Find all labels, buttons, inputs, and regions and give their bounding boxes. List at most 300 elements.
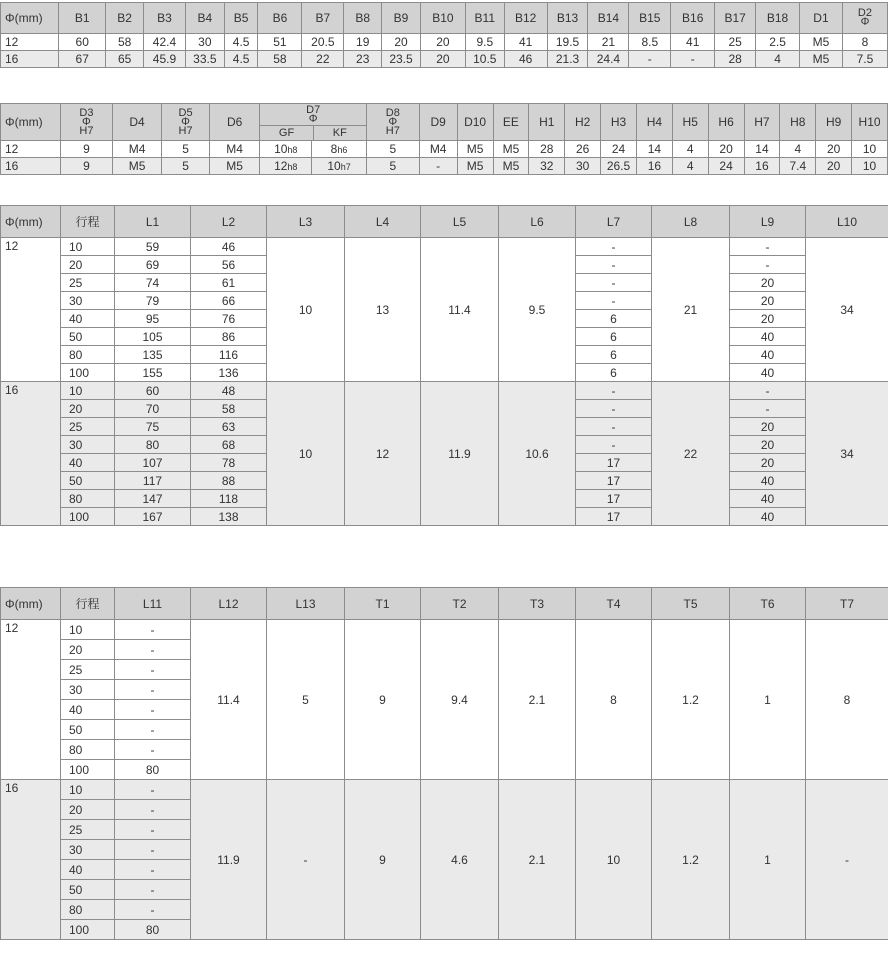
table-cell: 4.5 <box>224 51 258 68</box>
dimension-table-d-h <box>0 103 888 175</box>
table-cell: M5 <box>800 34 843 51</box>
table-cell: 20 <box>730 436 806 454</box>
table-cell: - <box>115 680 191 700</box>
table-cell: 25 <box>61 660 115 680</box>
table-cell: - <box>576 436 652 454</box>
header-cell: B14 <box>588 3 629 34</box>
table-cell <box>260 141 312 158</box>
table-cell: - <box>671 51 715 68</box>
table-cell: - <box>730 256 806 274</box>
table-cell: M5 <box>493 141 529 158</box>
header-cell: B4 <box>185 3 224 34</box>
table-cell: - <box>576 400 652 418</box>
table-cell: 9.4 <box>421 620 499 780</box>
table-cell: - <box>115 660 191 680</box>
header-cell: H5 <box>672 104 708 141</box>
table-cell: 80 <box>61 346 115 364</box>
table-cell: 25 <box>61 820 115 840</box>
table-cell: - <box>730 238 806 256</box>
header-line: Φ <box>308 112 318 125</box>
header-cell: B12 <box>504 3 547 34</box>
table-cell: 10 <box>267 238 345 382</box>
table-cell: 10 <box>61 382 115 400</box>
table-cell: 11.4 <box>191 620 267 780</box>
header-cell-d3 <box>61 104 113 141</box>
table-cell: 40 <box>61 310 115 328</box>
header-cell: B2 <box>106 3 144 34</box>
dimension-table-b <box>0 2 888 68</box>
header-cell: H1 <box>529 104 565 141</box>
table-row <box>1 238 888 256</box>
table-cell: 7.5 <box>842 51 887 68</box>
table-cell: - <box>115 800 191 820</box>
table-cell: 28 <box>529 141 565 158</box>
table-cell: 167 <box>115 508 191 526</box>
header-cell: EE <box>493 104 529 141</box>
table-cell: 40 <box>730 364 806 382</box>
table-cell: 16 <box>636 158 672 175</box>
table-cell: 28 <box>715 51 756 68</box>
table-cell: M5 <box>209 158 260 175</box>
table-cell: 4 <box>780 141 816 158</box>
header-cell: D6 <box>209 104 260 141</box>
table-cell: 9 <box>345 780 421 940</box>
header-line: D5 <box>178 106 193 119</box>
value: 12 <box>274 159 288 173</box>
table-cell: 16 <box>1 51 59 68</box>
table-cell: 80 <box>115 760 191 780</box>
table-cell: 30 <box>61 840 115 860</box>
table-cell: 16 <box>1 382 61 526</box>
table-cell: 66 <box>191 292 267 310</box>
table-cell: 40 <box>730 346 806 364</box>
value: 10 <box>327 159 341 173</box>
table-cell: M5 <box>112 158 162 175</box>
header-cell-gf: GF <box>260 126 313 140</box>
table-cell: 5 <box>162 158 209 175</box>
table-cell <box>312 141 367 158</box>
table-cell: 48 <box>191 382 267 400</box>
header-cell: L2 <box>191 206 267 238</box>
table-cell: 30 <box>61 680 115 700</box>
table-cell: 12 <box>345 382 421 526</box>
table-row <box>1 51 888 68</box>
table-cell: 12 <box>1 620 61 780</box>
header-cell: L12 <box>191 588 267 620</box>
table-cell: 12 <box>1 34 59 51</box>
table-cell: 21 <box>588 34 629 51</box>
table-cell: 10 <box>852 141 888 158</box>
table-cell: 63 <box>191 418 267 436</box>
header-cell: B9 <box>382 3 421 34</box>
table-cell: 80 <box>61 490 115 508</box>
table-cell: 100 <box>61 508 115 526</box>
table-cell: M4 <box>419 141 457 158</box>
table-cell: 41 <box>671 34 715 51</box>
table-cell: - <box>730 382 806 400</box>
table-cell: 11.9 <box>421 382 499 526</box>
header-line: Φ <box>181 115 190 128</box>
table-cell: 4 <box>672 158 708 175</box>
header-cell: L3 <box>267 206 345 238</box>
table-cell: 9 <box>61 158 113 175</box>
table-cell: 58 <box>106 34 144 51</box>
header-cell: B11 <box>465 3 504 34</box>
header-cell: Φ(mm) <box>1 588 61 620</box>
table-cell: 58 <box>191 400 267 418</box>
header-cell: B10 <box>420 3 465 34</box>
header-cell: L10 <box>806 206 888 238</box>
header-cell: L9 <box>730 206 806 238</box>
header-cell: 行程 <box>61 588 115 620</box>
table-cell: 40 <box>730 472 806 490</box>
table-cell: 24 <box>708 158 744 175</box>
table-cell: 41 <box>504 34 547 51</box>
table-cell: 147 <box>115 490 191 508</box>
table-cell: 9 <box>61 141 113 158</box>
table-cell: 20 <box>61 256 115 274</box>
header-row <box>1 588 888 620</box>
header-cell: B15 <box>629 3 671 34</box>
header-line: D2 <box>857 7 872 19</box>
header-cell: L11 <box>115 588 191 620</box>
table-cell: 117 <box>115 472 191 490</box>
table-cell: 116 <box>191 346 267 364</box>
table-cell: 20 <box>730 292 806 310</box>
table-cell: - <box>576 238 652 256</box>
table-cell: 2.1 <box>499 620 576 780</box>
header-cell: D4 <box>112 104 162 141</box>
table-cell <box>260 158 312 175</box>
header-cell: 行程 <box>61 206 115 238</box>
header-line: D3 <box>79 106 94 119</box>
table-row <box>1 382 888 400</box>
table-cell: 30 <box>185 34 224 51</box>
table-cell: 50 <box>61 472 115 490</box>
table-cell: 105 <box>115 328 191 346</box>
table-cell: 1 <box>730 620 806 780</box>
table-cell: 22 <box>652 382 730 526</box>
header-cell-d2 <box>842 3 887 34</box>
table-cell: 20 <box>708 141 744 158</box>
table-cell: 26.5 <box>601 158 637 175</box>
header-cell: Φ(mm) <box>1 104 61 141</box>
header-cell: H2 <box>565 104 601 141</box>
header-cell-d8 <box>366 104 419 141</box>
table-cell: 20 <box>730 310 806 328</box>
header-cell: B17 <box>715 3 756 34</box>
table-cell: M5 <box>457 141 493 158</box>
table-cell: 80 <box>61 900 115 920</box>
table-cell: 20 <box>420 34 465 51</box>
table-cell: 26 <box>565 141 601 158</box>
table-cell: 20 <box>816 158 852 175</box>
table-cell: - <box>115 880 191 900</box>
table-cell: 20 <box>730 418 806 436</box>
header-cell: D1 <box>800 3 843 34</box>
table-cell: 19 <box>344 34 382 51</box>
table-cell: 6 <box>576 310 652 328</box>
table-cell: 14 <box>636 141 672 158</box>
table-cell: 10 <box>576 780 652 940</box>
header-line: Φ <box>860 16 870 28</box>
table-cell: 23.5 <box>382 51 421 68</box>
table-cell: 80 <box>115 436 191 454</box>
table-cell: 65 <box>106 51 144 68</box>
header-cell: L4 <box>345 206 421 238</box>
header-cell: T2 <box>421 588 499 620</box>
table-cell: 88 <box>191 472 267 490</box>
length-table-l <box>0 205 888 526</box>
table-cell: 11.4 <box>421 238 499 382</box>
length-table-t <box>0 587 888 940</box>
table-cell: 20 <box>382 34 421 51</box>
table-cell: M4 <box>209 141 260 158</box>
table-cell: 135 <box>115 346 191 364</box>
table-cell: 1 <box>730 780 806 940</box>
table-cell: 9.5 <box>499 238 576 382</box>
table-cell: 4 <box>756 51 800 68</box>
table-cell: 10 <box>61 620 115 640</box>
table-cell: 9.5 <box>465 34 504 51</box>
table-cell: 6 <box>576 328 652 346</box>
table-cell: 1.2 <box>652 780 730 940</box>
header-cell: B13 <box>547 3 588 34</box>
table-cell: 40 <box>730 328 806 346</box>
tolerance: h6 <box>337 145 348 155</box>
table-cell: 60 <box>59 34 106 51</box>
table-cell: 5 <box>366 158 419 175</box>
table-cell: M5 <box>800 51 843 68</box>
table-cell: 20 <box>420 51 465 68</box>
table-cell: 58 <box>258 51 302 68</box>
table-cell: 12 <box>1 238 61 382</box>
table-cell: 17 <box>576 472 652 490</box>
table-cell: 70 <box>115 400 191 418</box>
table-cell: 16 <box>744 158 780 175</box>
table-cell: 16 <box>1 158 61 175</box>
table-group <box>1 382 888 526</box>
table-cell: 20 <box>61 400 115 418</box>
table-cell: 68 <box>191 436 267 454</box>
table-cell: 9 <box>345 620 421 780</box>
table-row <box>1 141 888 158</box>
table-group <box>1 780 888 940</box>
table-cell: 1.2 <box>652 620 730 780</box>
table-cell: - <box>576 418 652 436</box>
table-cell: 76 <box>191 310 267 328</box>
table-cell: 60 <box>115 382 191 400</box>
table-cell: 19.5 <box>547 34 588 51</box>
header-cell: D9 <box>419 104 457 141</box>
table-cell: 30 <box>565 158 601 175</box>
table-cell: - <box>576 382 652 400</box>
header-cell: L7 <box>576 206 652 238</box>
header-cell: T5 <box>652 588 730 620</box>
header-row <box>1 3 888 34</box>
table-cell: 42.4 <box>144 34 186 51</box>
table-cell: - <box>806 780 888 940</box>
header-line: H7 <box>79 124 94 137</box>
table-cell: 40 <box>730 490 806 508</box>
header-cell-d5 <box>162 104 209 141</box>
table-cell: 17 <box>576 490 652 508</box>
table-cell: 10 <box>61 238 115 256</box>
table-cell: M5 <box>457 158 493 175</box>
table-cell: 155 <box>115 364 191 382</box>
table-cell: 50 <box>61 880 115 900</box>
header-cell: L6 <box>499 206 576 238</box>
header-cell: Φ(mm) <box>1 206 61 238</box>
table-cell: 46 <box>191 238 267 256</box>
header-cell: B1 <box>59 3 106 34</box>
header-cell: T3 <box>499 588 576 620</box>
header-line: Φ <box>388 115 398 128</box>
table-cell: 17 <box>576 508 652 526</box>
header-cell: L1 <box>115 206 191 238</box>
header-cell: B16 <box>671 3 715 34</box>
header-cell: B5 <box>224 3 258 34</box>
table-cell: 10.6 <box>499 382 576 526</box>
table-cell: 20.5 <box>302 34 344 51</box>
table-cell: 10 <box>267 382 345 526</box>
header-cell: T4 <box>576 588 652 620</box>
table-cell: 5 <box>366 141 419 158</box>
header-line: D7 <box>306 103 321 116</box>
header-cell: H8 <box>780 104 816 141</box>
header-cell: H4 <box>636 104 672 141</box>
table-cell: 20 <box>816 141 852 158</box>
table-cell: M4 <box>112 141 162 158</box>
table-cell: 40 <box>61 860 115 880</box>
table-group <box>1 238 888 382</box>
table-cell: - <box>576 274 652 292</box>
header-cell-kf: KF <box>332 126 347 139</box>
tolerance: h7 <box>340 162 351 172</box>
table-cell: 100 <box>61 364 115 382</box>
table-cell: 136 <box>191 364 267 382</box>
table-cell: 79 <box>115 292 191 310</box>
table-cell: 11.9 <box>191 780 267 940</box>
header-row <box>1 206 888 238</box>
tolerance: h8 <box>287 162 298 172</box>
table-cell: 50 <box>61 720 115 740</box>
table-cell: 13 <box>345 238 421 382</box>
table-cell: 20 <box>61 640 115 660</box>
table-cell: 118 <box>191 490 267 508</box>
table-cell: - <box>115 640 191 660</box>
table-cell: 25 <box>61 274 115 292</box>
header-cell: D10 <box>457 104 493 141</box>
table-cell: 34 <box>806 382 888 526</box>
value: 10 <box>274 142 288 156</box>
table-cell: - <box>115 780 191 800</box>
table-cell: - <box>576 292 652 310</box>
table-cell: 40 <box>61 700 115 720</box>
header-line: Φ <box>82 115 91 128</box>
header-row <box>1 104 888 141</box>
header-cell: L5 <box>421 206 499 238</box>
table-cell: 46 <box>504 51 547 68</box>
header-cell: T1 <box>345 588 421 620</box>
table-cell: 30 <box>61 436 115 454</box>
table-cell: 5 <box>267 620 345 780</box>
table-cell: 7.4 <box>780 158 816 175</box>
header-cell: B3 <box>144 3 186 34</box>
table-cell: 107 <box>115 454 191 472</box>
table-cell: 24.4 <box>588 51 629 68</box>
header-cell: B8 <box>344 3 382 34</box>
table-cell: M5 <box>493 158 529 175</box>
table-cell: - <box>115 900 191 920</box>
table-cell: 80 <box>115 920 191 940</box>
value: 8 <box>330 142 338 156</box>
table-row <box>1 34 888 51</box>
table-cell: 86 <box>191 328 267 346</box>
table-cell: 4.5 <box>224 34 258 51</box>
table-cell: 6 <box>576 346 652 364</box>
table-cell: - <box>115 740 191 760</box>
table-cell: 12 <box>1 141 61 158</box>
table-cell: 8.5 <box>629 34 671 51</box>
header-cell: H7 <box>744 104 780 141</box>
table-cell: 21 <box>652 238 730 382</box>
header-cell: Φ(mm) <box>1 3 59 34</box>
table-cell: 56 <box>191 256 267 274</box>
table-cell: - <box>576 256 652 274</box>
table-cell: 2.5 <box>756 34 800 51</box>
table-cell: 25 <box>715 34 756 51</box>
header-cell: L13 <box>267 588 345 620</box>
table-cell: 51 <box>258 34 302 51</box>
table-cell: 2.1 <box>499 780 576 940</box>
table-cell: 95 <box>115 310 191 328</box>
table-cell: - <box>419 158 457 175</box>
table-cell: 23 <box>344 51 382 68</box>
table-cell: 138 <box>191 508 267 526</box>
table-cell: 33.5 <box>185 51 224 68</box>
table-cell: 6 <box>576 364 652 382</box>
table-cell: 5 <box>162 141 209 158</box>
table-row <box>1 780 888 800</box>
tolerance: h8 <box>287 145 298 155</box>
header-cell: B18 <box>756 3 800 34</box>
table-group <box>1 620 888 780</box>
table-cell: - <box>267 780 345 940</box>
table-cell: 20 <box>730 274 806 292</box>
table-cell: 8 <box>842 34 887 51</box>
table-cell: 78 <box>191 454 267 472</box>
table-cell: 69 <box>115 256 191 274</box>
table-cell: 100 <box>61 760 115 780</box>
table-cell: 59 <box>115 238 191 256</box>
table-cell: - <box>629 51 671 68</box>
table-cell: - <box>115 860 191 880</box>
table-cell: 30 <box>61 292 115 310</box>
table-cell: 21.3 <box>547 51 588 68</box>
table-cell: 14 <box>744 141 780 158</box>
header-cell: T7 <box>806 588 888 620</box>
table-cell: 34 <box>806 238 888 382</box>
header-cell: T6 <box>730 588 806 620</box>
header-cell: H9 <box>816 104 852 141</box>
table-cell: 100 <box>61 920 115 940</box>
table-cell: 80 <box>61 740 115 760</box>
table-cell: 4 <box>672 141 708 158</box>
table-cell: 61 <box>191 274 267 292</box>
header-cell: B7 <box>302 3 344 34</box>
table-cell: 10 <box>852 158 888 175</box>
